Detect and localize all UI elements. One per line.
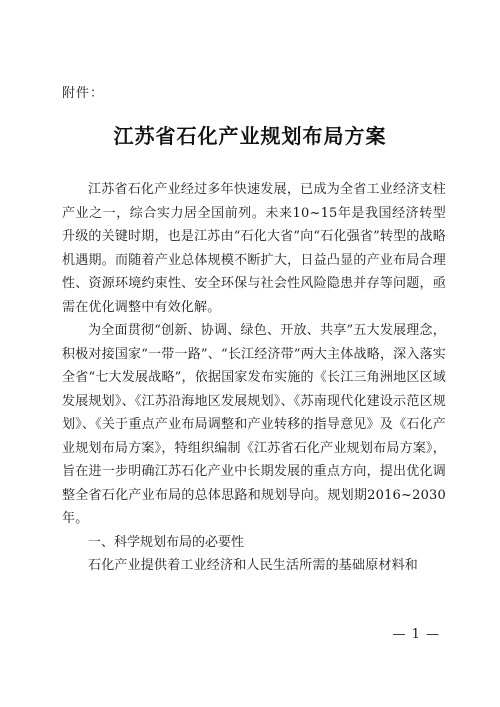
paragraph-intro: 江苏省石化产业经过多年快速发展，已成为全省工业经济支柱产业之一，综合实力居全国前列。未来10~15年是我国经济转型升级的关键时期，也是江苏由“石化大省”向“石化强省”转型的战略机遇期。而随着产业总体规模不断扩大，日益凸显的产业布局合理性、资源环境约束性、安全环保与社会性风险隐患并存等问题，亟需在优化调整中有效化解。 — [62, 182, 446, 315]
attachment-label: 附件： — [62, 86, 105, 101]
document-title: 江苏省石化产业规划布局方案 — [113, 124, 387, 148]
document-body — [62, 178, 446, 578]
page-number: — 1 — — [392, 627, 440, 642]
section-heading: 一、科学规划布局的必要性 — [88, 534, 245, 550]
paragraph-purpose: 为全面贯彻“创新、协调、绿色、开放、共享”五大发展理念，积极对接国家“一带一路”、“长江经济带”两大主体战略，深入落实全省“七大发展战略”，依据国家发布实施的《长江三角洲地区区域发展规划》、《江苏沿海地区发展规划》、《苏南现代化建设示范区规划》、《关于重点产业布局调整和产业转移的指导意见》及《石化产业规划布局方案》，特组织编制《江苏省石化产业规划布局方案》，旨在进一步明确江苏石化产业中长期发展的重点方向，提出优化调整全省石化产业布局的总体思路和规划导向。规划期2016~2030年。 — [62, 323, 446, 526]
paragraph-section-start: 石化产业提供着工业经济和人民生活所需的基础原材料和 — [88, 558, 419, 573]
